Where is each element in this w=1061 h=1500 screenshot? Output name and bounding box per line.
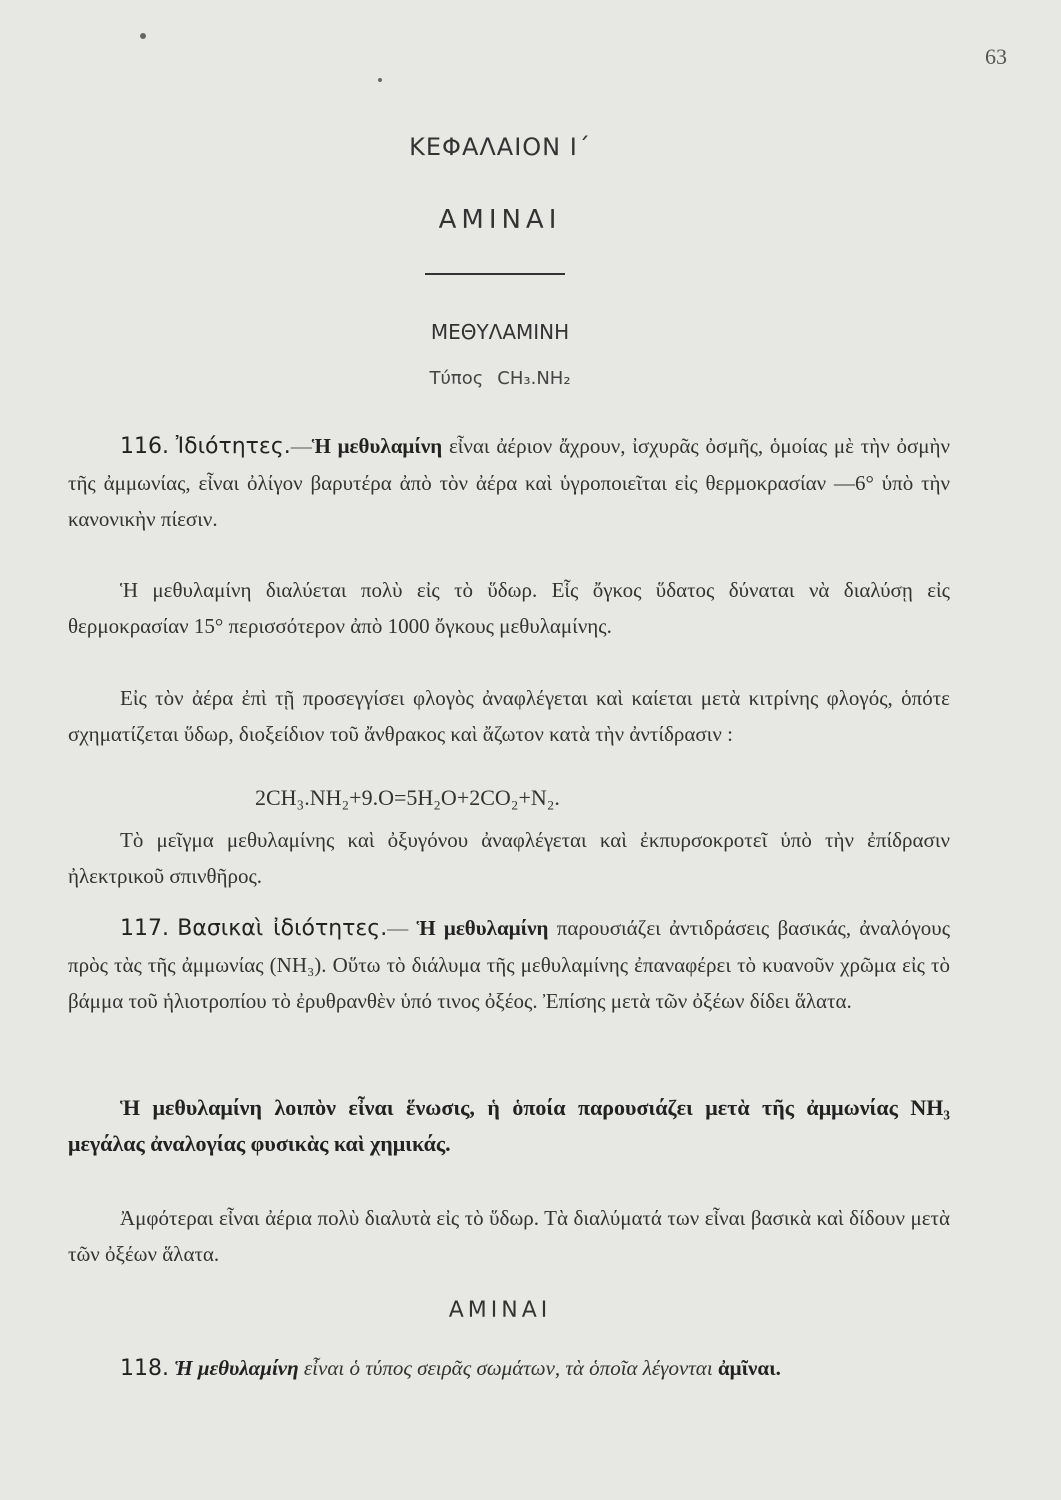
page-number: 63 <box>985 44 1007 69</box>
paragraph-heading: Ἰδιότητες. <box>175 434 291 459</box>
paragraph-text: εἶναι ἀέριον ἄχρουν, ἰσχυρᾶς ὀσμῆς, ὁμοίας μὲ τὴν ὀσμὴν τῆς ἀμμωνίας, εἶναι ὀλίγον βαρυτέρα ἀπὸ τὸν ἀέρα καὶ ὑγροποιεῖται εἰς θερμοκρασίαν —6° ὑπὸ τὴν κανονικὴν πίεσιν. <box>68 434 951 531</box>
formula-value: CH₃.NH₂ <box>497 368 571 389</box>
paragraph-number: 116. <box>120 434 169 459</box>
paragraph-text: Εἰς τὸν ἀέρα ἐπὶ τῇ προσεγγίσει φλογὸς ἀναφλέγεται καὶ καίεται μετὰ κιτρίνης φλογός, ὁπότε σχηματίζεται ὕδωρ, διοξείδιον τοῦ ἄνθρακος καὶ ἄζωτον κατὰ τὴν ἀντίδρασιν : <box>68 686 950 746</box>
paragraph-text: παρουσιάζει ἀντιδράσεις βασικάς, ἀναλόγους πρὸς τὰς τῆς ἀμμωνίας (NH₃). Οὕτω τὸ διάλυμα τῆς μεθυλαμίνης ἐπαναφέρει τὸ κυανοῦν χρῶμα εἰς τὸ βάμμα τοῦ ἡλιοτροπίου τὸ ἐρυθρανθὲν ὑπό τινος ὀξέος. Ἐπίσης μετὰ τῶν ὀξέων δίδει ἅλατα. <box>68 916 951 1013</box>
ink-speck <box>140 33 146 39</box>
paragraph-text: Ἡ μεθυλαμίνη διαλύεται πολὺ εἰς τὸ ὕδωρ. Εἷς ὄγκος ὕδατος δύναται νὰ διαλύσῃ εἰς θερμοκρασίαν 15° περισσότερον ἀπὸ 1000 ὄγκους μεθυλαμίνης. <box>68 578 950 638</box>
term: Ἡ μεθυλαμίνη <box>311 434 443 458</box>
paragraph-116 <box>68 428 950 537</box>
section-heading: ΑΜΙΝΑΙ <box>448 1298 552 1323</box>
paragraph-118 <box>68 1350 950 1387</box>
chapter-heading: ΚΕΦΑΛΑΙΟΝ Ι΄ <box>409 133 591 161</box>
paragraph-number: 117. <box>120 916 169 941</box>
paragraph-text <box>68 572 950 644</box>
formula-label: Τύπος <box>429 368 484 389</box>
paragraph-heading: Βασικαὶ ἰδιότητες. <box>177 916 388 941</box>
dash: — <box>290 434 312 458</box>
term: Ἡ μεθυλαμίνη <box>174 1356 299 1380</box>
paragraph-number: 118. <box>120 1356 169 1381</box>
section-title: ΜΕΘΥΛΑΜΙΝΗ <box>430 320 570 344</box>
term: Ἡ μεθυλαμίνη <box>416 916 549 940</box>
paragraph-text <box>68 1200 950 1272</box>
paragraph-117 <box>68 910 950 1019</box>
chemical-equation: 2CH₃.NH₂+9.O=5H₂O+2CO₂+N₂. <box>255 785 560 810</box>
title-rule <box>425 273 565 275</box>
bold-text: Ἡ μεθυλαμίνη λοιπὸν εἶναι ἕνωσις, ἡ ὁποία παρουσιάζει μετὰ τῆς ἀμμωνίας NH₃ μεγάλας ἀναλογίας φυσικὰς καὶ χημικάς. <box>68 1095 950 1156</box>
chapter-title: ΑΜΙΝΑΙ <box>438 205 562 235</box>
dash: — <box>387 916 409 940</box>
paragraph-text <box>68 822 950 894</box>
term-end: ἀμῖναι. <box>717 1356 781 1380</box>
bold-paragraph <box>68 1090 950 1162</box>
ink-speck <box>378 78 382 82</box>
paragraph-text: εἶναι ὁ τύπος σειρᾶς σωμάτων, τὰ ὁποῖα λέγονται <box>303 1356 713 1380</box>
paragraph-text: Τὸ μεῖγμα μεθυλαμίνης καὶ ὀξυγόνου ἀναφλέγεται καὶ ἐκπυρσοκροτεῖ ὑπὸ τὴν ἐπίδρασιν ἠλεκτρικοῦ σπινθῆρος. <box>68 828 950 888</box>
paragraph-text: Ἀμφότεραι εἶναι ἀέρια πολὺ διαλυτὰ εἰς τὸ ὕδωρ. Τὰ διαλύματά των εἶναι βασικὰ καὶ δίδουν μετὰ τῶν ὀξέων ἅλατα. <box>68 1206 950 1266</box>
paragraph-text <box>68 680 950 752</box>
formula-line <box>0 368 1000 389</box>
